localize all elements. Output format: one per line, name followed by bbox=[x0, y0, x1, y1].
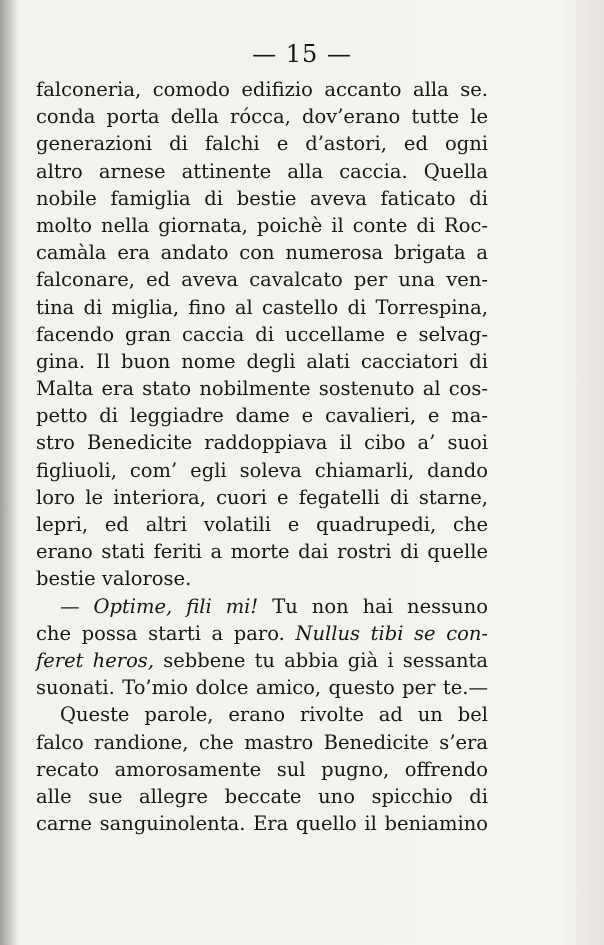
text-line: Queste parole, erano rivolte ad un bel bbox=[60, 703, 488, 727]
latin-phrase: feret heros, bbox=[36, 648, 155, 672]
dialogue-line bbox=[36, 593, 488, 620]
text-line: carne sanguinolenta. Era quello il beniamino bbox=[36, 812, 488, 836]
text-line: facendo gran caccia di uccellame e selvag- bbox=[36, 322, 488, 346]
text-line: altro arnese attinente alla caccia. Quella bbox=[36, 159, 488, 183]
text-line: petto di leggiadre dame e cavalieri, e ma- bbox=[36, 404, 488, 428]
text-line: bestie valorose. bbox=[36, 567, 192, 591]
text-line: falconeria, comodo edifizio accanto alla se. bbox=[36, 78, 488, 101]
text-line: falco randione, che mastro Benedicite s’era bbox=[36, 730, 488, 754]
text-line: nobile famiglia di bestie aveva faticato di bbox=[36, 186, 488, 210]
text-line: molto nella giornata, poichè il conte di Roc- bbox=[36, 213, 488, 237]
dialogue-text: sebbene tu abbia già i sessanta bbox=[163, 648, 488, 672]
dialogue-text: Tu non hai nessuno bbox=[272, 594, 488, 618]
dialogue-line bbox=[36, 647, 488, 674]
text-line: conda porta della rócca, dov’erano tutte le bbox=[36, 105, 488, 129]
text-line: generazioni di falchi e d’astori, ed ogni bbox=[36, 132, 488, 156]
dialogue-dash: — bbox=[60, 594, 80, 618]
text-line: camàla era andato con numerosa brigata a bbox=[36, 241, 488, 265]
text-line: tina di miglia, fino al castello di Torrespina, bbox=[36, 295, 488, 319]
binding-shadow bbox=[0, 0, 18, 945]
dialogue-text: che possa starti a paro. bbox=[36, 621, 285, 645]
latin-phrase: Nullus tibi se con- bbox=[295, 621, 489, 645]
text-line: erano stati feriti a morte dai rostri di quelle bbox=[36, 540, 488, 564]
text-line: figliuoli, com’ egli soleva chiamarli, dando bbox=[36, 458, 488, 482]
latin-phrase: Optime, fili mi! bbox=[93, 594, 259, 618]
text-line: loro le interiora, cuori e fegatelli di starne, bbox=[36, 485, 488, 509]
text-line: gina. Il buon nome degli alati cacciatori di bbox=[36, 349, 488, 373]
text-line: alle sue allegre beccate uno spicchio di bbox=[36, 784, 488, 808]
dialogue-line: suonati. To’mio dolce amico, questo per te.— bbox=[36, 676, 488, 700]
text-line: falconare, ed aveva cavalcato per una ven- bbox=[36, 268, 488, 292]
body-text bbox=[36, 76, 488, 837]
dialogue-line bbox=[36, 620, 488, 647]
text-line: stro Benedicite raddoppiava il cibo a’ suoi bbox=[36, 431, 488, 455]
text-line: recato amorosamente sul pugno, offrendo bbox=[36, 757, 488, 781]
page-number: — 15 — bbox=[252, 40, 352, 68]
text-line: lepri, ed altri volatili e quadrupedi, che bbox=[36, 513, 488, 536]
text-line: Malta era stato nobilmente sostenuto al cos- bbox=[36, 377, 488, 401]
